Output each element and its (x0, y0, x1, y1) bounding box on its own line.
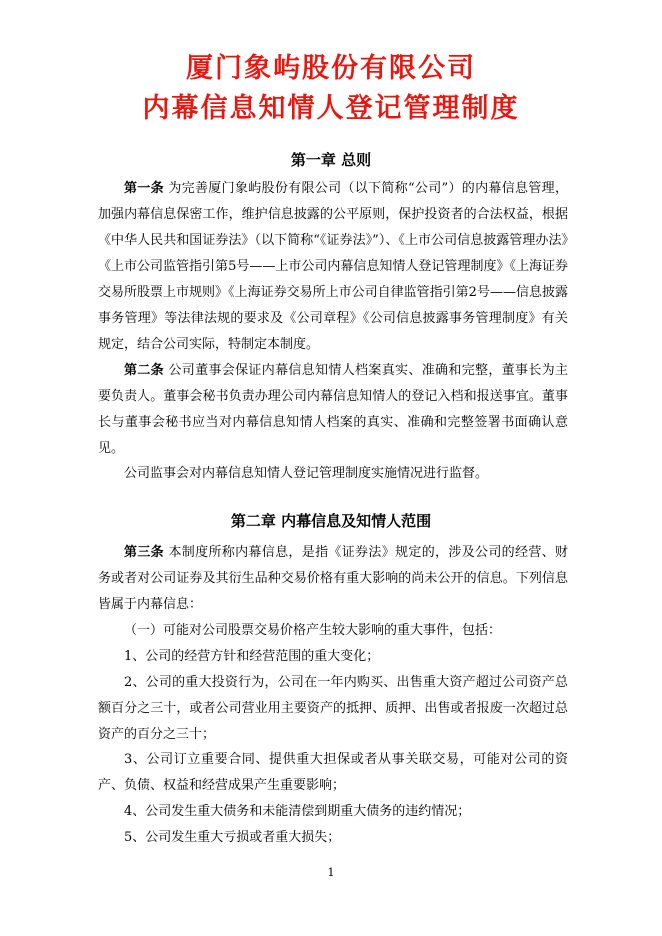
supervisory-paragraph: 公司监事会对内幕信息知情人登记管理制度实施情况进行监督。 (124, 466, 489, 481)
page-number: 1 (327, 866, 335, 879)
article-3 (98, 540, 568, 618)
article-2-text: 公司董事会保证内幕信息知情人档案真实、准确和完整，董事长为主要负责人。董事会秘书负责办理公司内幕信息知情人的登记入档和报送事宜。董事长与董事会秘书应当对内幕信息知情人档案的真实、准确和完整签署书面确认意见。 (98, 363, 568, 456)
article-1 (98, 176, 568, 358)
company-title: 厦门象屿股份有限公司 (186, 53, 476, 84)
chapter-2-heading: 第二章 内幕信息及知情人范围 (230, 512, 432, 530)
article-3-label: 第三条 (124, 545, 164, 560)
list-item: 5、公司发生重大亏损或者重大损失； (124, 830, 341, 845)
list-item: 4、公司发生重大债务和未能清偿到期重大债务的违约情况； (124, 804, 471, 819)
article-1-text: 为完善厦门象屿股份有限公司（以下简称“公司”）的内幕信息管理，加强内幕信息保密工作，维护信息披露的公平原则，保护投资者的合法权益，根据《中华人民共和国证券法》（以下简称“《证券法》”）、《上市公司信息披露管理办法》《上市公司监管指引第5号——上市公司内幕信息知情人登记管理制度》《上海证券交易所股票上市规则》《上海证券交易所上市公司自律监管指引第2号——信息披露事务管理》等法律法规的要求及《公司章程》《公司信息披露事务管理制度》有关规定，结合公司实际，特制定本制度。 (98, 181, 568, 352)
article-1-label: 第一条 (124, 181, 164, 196)
chapter-1-heading: 第一章 总则 (290, 151, 372, 169)
article-2-label: 第二条 (124, 363, 164, 378)
article-2 (98, 358, 568, 462)
list-item: （一）可能对公司股票交易价格产生较大影响的重大事件，包括： (124, 623, 502, 638)
list-item: 3、公司订立重要合同、提供重大担保或者从事关联交易，可能对公司的资产、负债、权益和经营成果产生重要影响； (98, 752, 568, 793)
article-3-text: 本制度所称内幕信息，是指《证券法》规定的，涉及公司的经营、财务或者对公司证券及其衍生品种交易价格有重大影响的尚未公开的信息。下列信息皆属于内幕信息： (98, 545, 568, 612)
list-item: 2、公司的重大投资行为，公司在一年内购买、出售重大资产超过公司资产总额百分之三十，或者公司营业用主要资产的抵押、质押、出售或者报废一次超过总资产的百分之三十； (98, 675, 568, 742)
regulation-title: 内幕信息知情人登记管理制度 (142, 93, 520, 124)
list-item: 1、公司的经营方针和经营范围的重大变化； (124, 649, 380, 664)
